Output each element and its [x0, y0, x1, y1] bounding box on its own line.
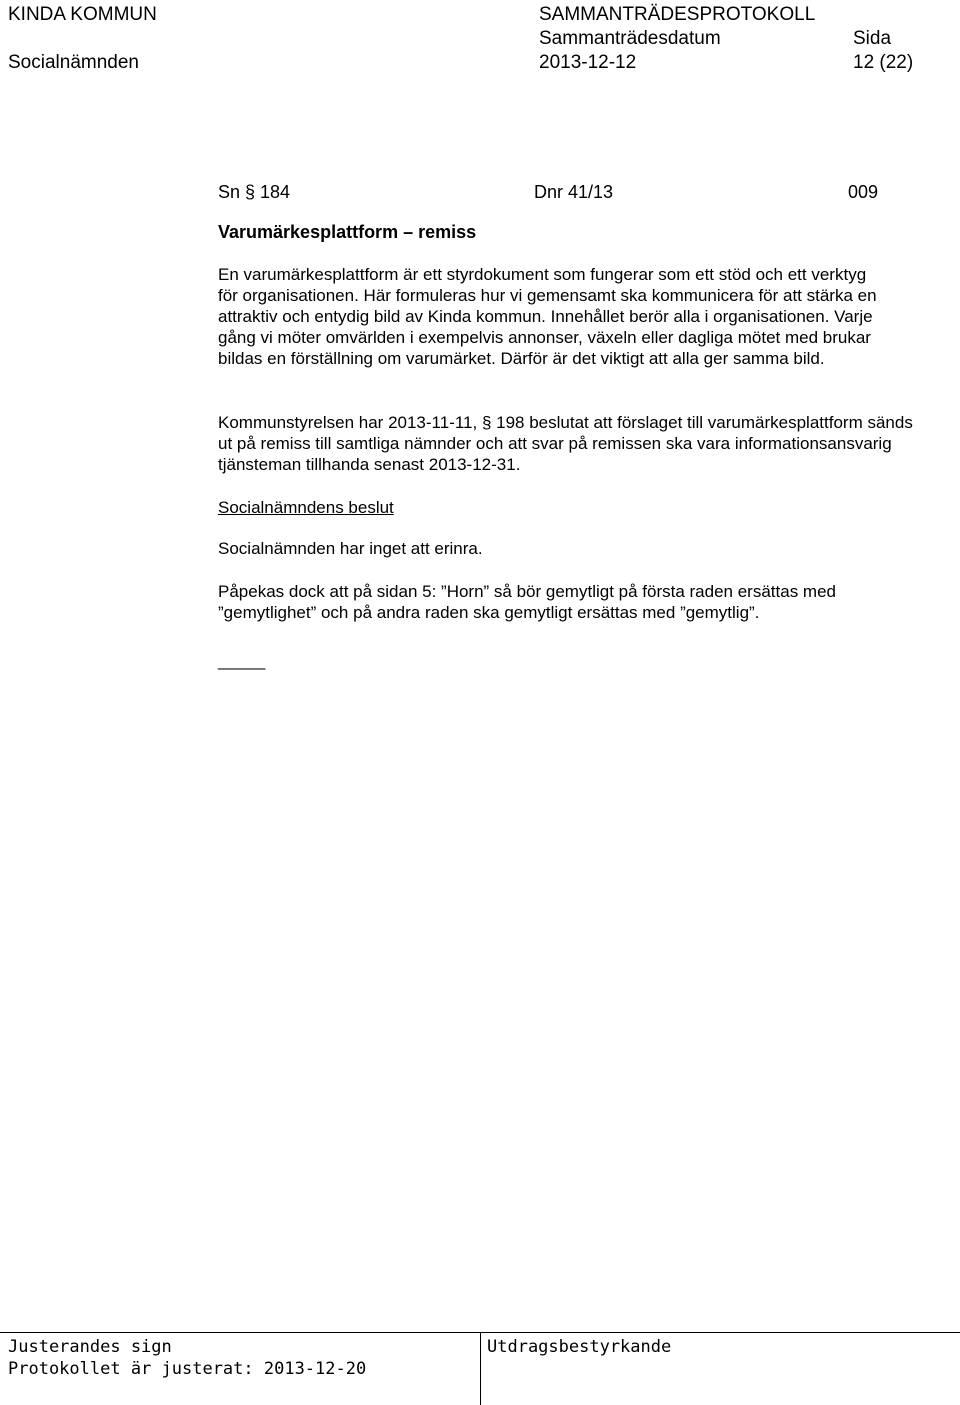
paragraph-description: En varumärkesplattform är ett styrdokument som fungerar som ett stöd och ett verktyg för organisationen. Här formuleras hur vi gemensamt ska kommunicera för att stärka en attraktiv och entydig bild av Kinda kommun. Innehållet berör alla i organisationen. Varje gång vi möter omvärlden i exempelvis annonser, växeln eller dagliga mötet med brukar bildas en förställning om varumärket. Därför är det viktigt att alla ger samma bild. [218, 265, 877, 368]
document-type: SAMMANTRÄDESPROTOKOLL [539, 4, 816, 25]
paragraph-referral: Kommunstyrelsen har 2013-11-11, § 198 beslutat att förslaget till varumärkesplattform sänds ut på remiss till samtliga nämnder och att svar på remissen ska vara informationsansvarig tjänsteman tillhanda senast 2013-12-31. [218, 413, 913, 474]
end-mark: _____ [218, 651, 266, 670]
adjusted-date: Protokollet är justerat: 2013-12-20 [8, 1359, 367, 1379]
meeting-date-label: Sammanträdesdatum [539, 28, 721, 49]
committee-name: Socialnämnden [8, 52, 139, 73]
footer-divider [480, 1333, 481, 1405]
case-dnr: Dnr 41/13 [534, 182, 614, 202]
page-label: Sida [853, 28, 892, 49]
certification-label: Utdragsbestyrkande [487, 1337, 672, 1357]
decision-heading: Socialnämndens beslut [218, 498, 394, 517]
sign-label: Justerandes sign [8, 1337, 172, 1357]
org-name: KINDA KOMMUN [8, 4, 157, 25]
footer [0, 1332, 960, 1405]
case-title: Varumärkesplattform – remiss [218, 222, 477, 242]
meeting-date: 2013-12-12 [539, 52, 637, 73]
decision-note: Påpekas dock att på sidan 5: ”Horn” så bör gemytligt på första raden ersättas med ”gemytlighet” och på andra raden ska gemytligt ersättas med ”gemytlig”. [218, 582, 836, 622]
decision-text: Socialnämnden har inget att erinra. [218, 539, 483, 558]
page-number: 12 (22) [853, 52, 914, 73]
case-number: Sn § 184 [218, 182, 291, 202]
case-code: 009 [848, 182, 879, 202]
